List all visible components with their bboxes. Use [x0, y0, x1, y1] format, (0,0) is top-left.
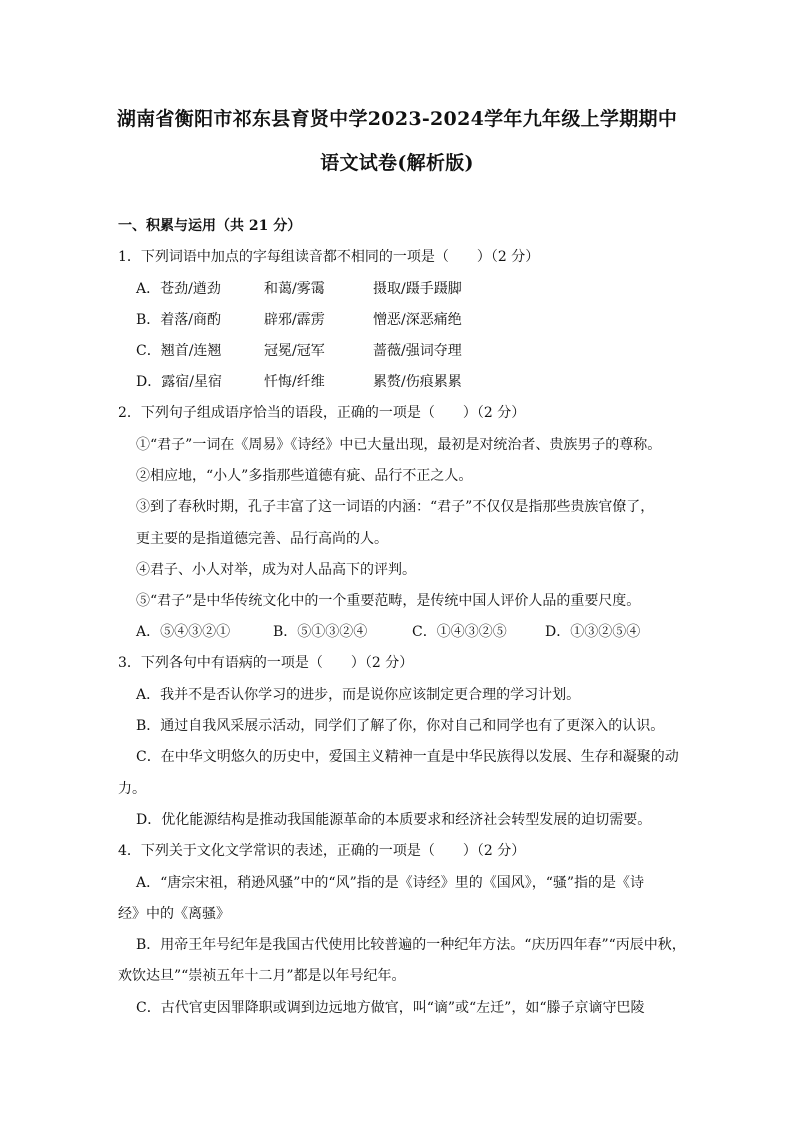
- question-2-sentence-2: ②相应地，“小人”多指那些道德有疵、品行不正之人。: [136, 468, 473, 484]
- option-label: A．苍劲/遒劲: [136, 281, 221, 297]
- option-word-pair: 憎恶/深恶痛绝: [373, 312, 462, 328]
- option-c: C．①④③②⑤: [412, 624, 507, 640]
- question-3-option-c: C．在中华文明悠久的历史中，爱国主义精神一直是中华民族得以发展、生存和凝聚的动: [136, 749, 679, 765]
- option-a: A．⑤④③②①: [136, 624, 231, 640]
- option-word-pair: 累赘/伤痕累累: [373, 374, 462, 390]
- question-4-option-a-cont: 经》中的《离骚》: [118, 906, 230, 922]
- option-word-pair: 辟邪/霹雳: [264, 312, 325, 328]
- option-word-pair: 忏悔/纤维: [264, 374, 325, 390]
- section-heading: 一、积累与运用（共 21 分）: [118, 218, 302, 234]
- option-b: B．⑤①③②④: [273, 624, 368, 640]
- option-d: D．①③②⑤④: [545, 624, 641, 640]
- option-label: D．露宿/星宿: [136, 374, 222, 390]
- option-label: B．着落/商酌: [136, 312, 222, 328]
- document-title-line1: 湖南省衡阳市祁东县育贤中学2023-2024学年九年级上学期期中: [116, 108, 678, 130]
- document-title-line2: 语文试卷(解析版): [320, 152, 474, 174]
- question-3-stem: 3．下列各句中有语病的一项是（ ）（2 分）: [118, 655, 414, 671]
- question-4-option-c: C．古代官吏因罪降职或调到边远地方做官，叫“谪”或“左迁”，如“滕子京谪守巴陵: [136, 1000, 645, 1016]
- question-3-option-c-cont: 力。: [118, 781, 146, 797]
- question-2-sentence-4: ④君子、小人对举，成为对人品高下的评判。: [136, 562, 416, 578]
- question-4-option-a: A．“唐宗宋祖，稍逊风骚”中的“风”指的是《诗经》里的《国风》，“骚”指的是《诗: [136, 875, 645, 891]
- question-4-stem: 4．下列关于文化文学常识的表述，正确的一项是（ ）（2 分）: [118, 843, 526, 859]
- question-1-stem: 1．下列词语中加点的字每组读音都不相同的一项是（ ）（2 分）: [118, 249, 540, 265]
- question-2-sentence-5: ⑤“君子”是中华传统文化中的一个重要范畴，是传统中国人评价人品的重要尺度。: [136, 593, 641, 609]
- option-word-pair: 冠冕/冠军: [264, 343, 325, 359]
- question-4-option-b: B．用帝王年号纪年是我国古代使用比较普遍的一种纪年方法。“庆历四年春”“丙辰中秋，: [136, 937, 686, 953]
- option-label: C．翘首/连翘: [136, 343, 222, 359]
- question-3-option-d: D．优化能源结构是推动我国能源革命的本质要求和经济社会转型发展的迫切需要。: [136, 812, 652, 828]
- question-4-option-b-cont: 欢饮达旦”“崇祯五年十二月”都是以年号纪年。: [118, 968, 406, 984]
- option-word-pair: 蔷薇/强词夺理: [373, 343, 462, 359]
- option-word-pair: 和蔼/雾霭: [264, 281, 325, 297]
- question-3-option-b: B．通过自我风采展示活动，同学们了解了你，你对自己和同学也有了更深入的认识。: [136, 718, 665, 734]
- question-2-stem: 2．下列句子组成语序恰当的语段，正确的一项是（ ）（2 分）: [118, 405, 526, 421]
- question-2-sentence-1: ①“君子”一词在《周易》《诗经》中已大量出现，最初是对统治者、贵族男子的尊称。: [136, 437, 662, 453]
- question-2-sentence-3: ③到了春秋时期，孔子丰富了这一词语的内涵：“君子”不仅仅是指那些贵族官僚了，: [136, 499, 655, 515]
- question-2-sentence-3-cont: 更主要的是指道德完善、品行高尚的人。: [136, 531, 388, 547]
- question-3-option-a: A．我并不是否认你学习的进步，而是说你应该制定更合理的学习计划。: [136, 687, 581, 703]
- option-word-pair: 摄取/蹑手蹑脚: [373, 281, 462, 297]
